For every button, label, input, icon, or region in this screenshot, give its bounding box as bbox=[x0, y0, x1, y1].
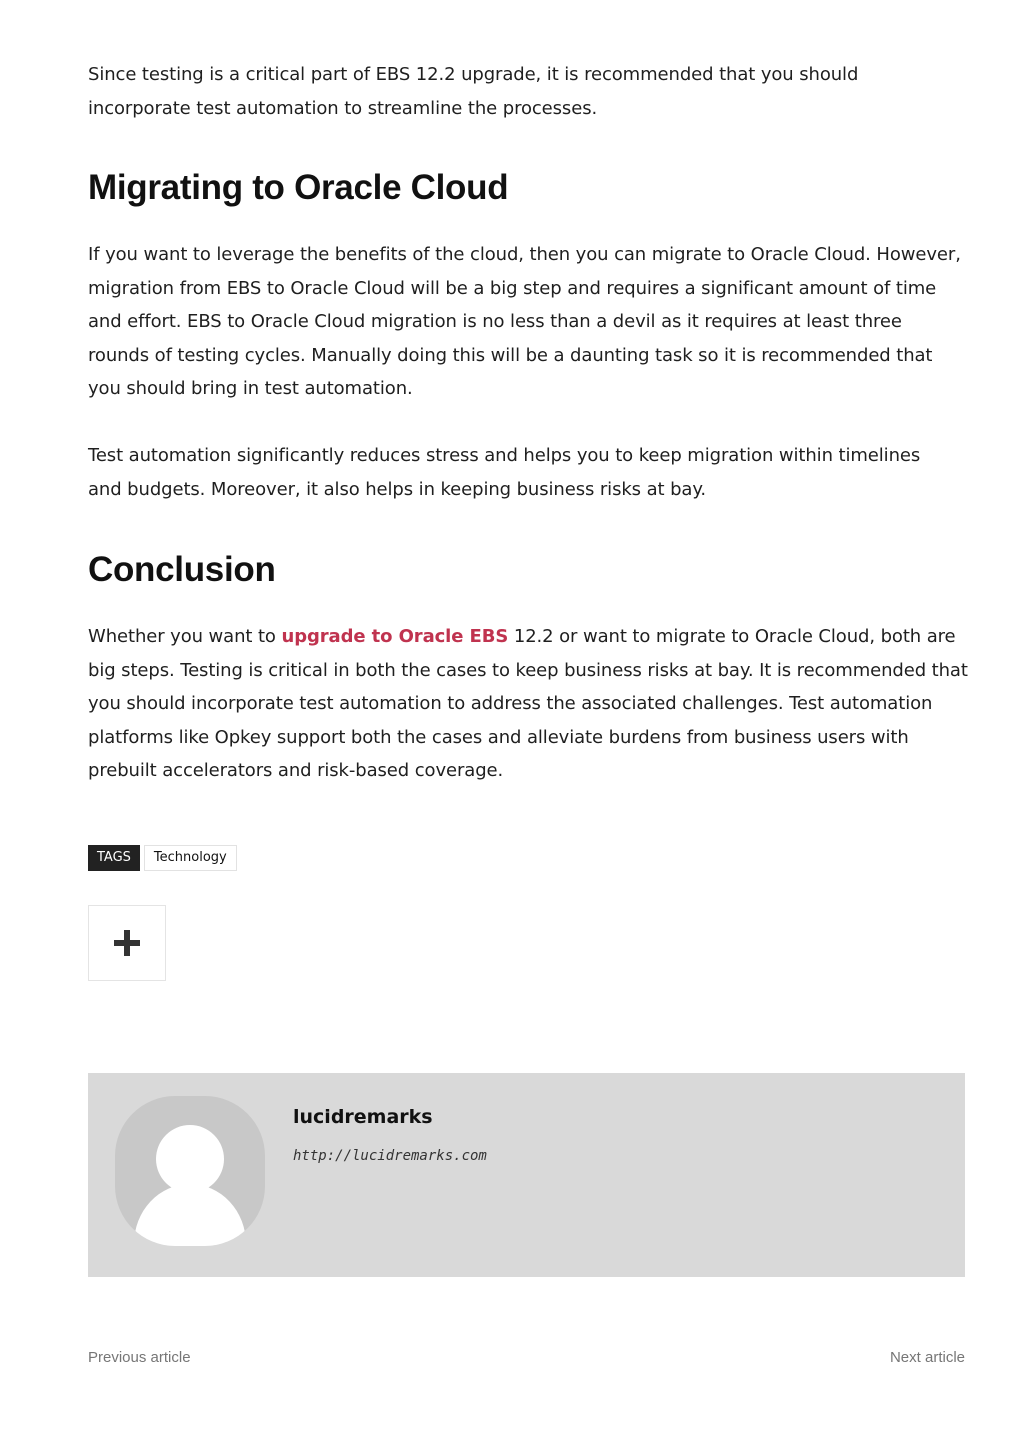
author-box bbox=[88, 1073, 965, 1277]
conclusion-text-after-link: 12.2 or want to migrate to Oracle Cloud, both are big steps. Testing is critical in both the cases to keep business risks at bay. It is recommended that you should incorporate test automation to address the associated challenges. Test automation platforms like Opkey support both the cases and alleviate burdens from business users with prebuilt accelerators and risk-based coverage. bbox=[88, 626, 968, 781]
upgrade-oracle-ebs-link[interactable]: upgrade to Oracle EBS bbox=[281, 626, 509, 647]
intro-paragraph: Since testing is a critical part of EBS 12.2 upgrade, it is recommended that you should incorporate test automation to streamline the processes. bbox=[88, 64, 859, 119]
author-avatar[interactable] bbox=[115, 1096, 265, 1246]
conclusion-text-before-link: Whether you want to bbox=[88, 626, 282, 647]
author-name[interactable]: lucidremarks bbox=[293, 1106, 433, 1128]
next-article-link[interactable]: Next article bbox=[889, 1349, 965, 1366]
share-more-button[interactable] bbox=[88, 905, 166, 981]
migrating-paragraph-2: Test automation significantly reduces stress and helps you to keep migration within timelines and budgets. Moreover, it also helps in keeping business risks at bay. bbox=[88, 445, 921, 500]
tags-row bbox=[88, 845, 237, 871]
section-heading-migrating: Migrating to Oracle Cloud bbox=[88, 168, 509, 207]
conclusion-paragraph bbox=[88, 620, 968, 788]
plus-icon bbox=[114, 930, 140, 956]
default-avatar-icon bbox=[115, 1096, 265, 1246]
tags-label: TAGS bbox=[88, 845, 140, 871]
previous-article-link[interactable]: Previous article bbox=[88, 1349, 191, 1366]
tag-technology[interactable]: Technology bbox=[144, 845, 237, 871]
author-url[interactable]: http://lucidremarks.com bbox=[293, 1148, 487, 1164]
section-heading-conclusion: Conclusion bbox=[88, 550, 276, 589]
migrating-paragraph-1: If you want to leverage the benefits of the cloud, then you can migrate to Oracle Cloud. However, migration from EBS to Oracle Cloud will be a big step and requires a significant amount of time and effort. EBS to Oracle Cloud migration is no less than a devil as it requires at least three rounds of testing cycles. Manually doing this will be a daunting task so it is recommended that you should bring in test automation. bbox=[88, 244, 961, 399]
